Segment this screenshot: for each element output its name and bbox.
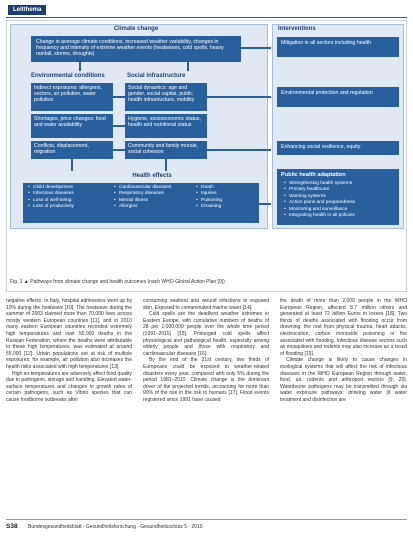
health-item: • Loss of well-being — [33, 198, 105, 204]
intervention-mitigation: Mitigation in all sectors including health — [281, 40, 371, 46]
env-item-conflicts: Conflicts, displacement, migration — [34, 143, 89, 156]
section-label: Leitthema — [8, 5, 46, 15]
env-item-shortages: Shortages, price changes: food and water availability — [34, 116, 106, 129]
paragraph: By the end of the 21st century, two thirds of Europeans could be exposed to weather-related disasters every year, compared with only 5% during the period 1981–2010. Climate change is the dominant driver of the projected trends, accounting for more than 90% of the rise in the risk to humans [17]. Flood events registered since 1991 have caused — [143, 357, 269, 403]
social-item-hygiene: Hygiene, socioeconomic status, health and nutritional status — [128, 116, 201, 129]
paragraph: Climate change is likely to cause changes in ecological systems that will affect the risk of infectious diseases in the WHO European Region through water, food, air, rodents and arthropod vectors [9, 20]. Waterborne pathogens may be transmitted through via water exposure pathways: drinking water (if water treatment and disinfection are — [280, 357, 407, 403]
health-item: • Poisoning — [201, 198, 261, 204]
health-item: • Death — [201, 185, 261, 191]
arrow-to-public-health — [259, 203, 271, 205]
environmental-title: Environmental conditions — [31, 73, 105, 79]
text-column-3 — [280, 298, 407, 510]
env-item-exposures: Indirect exposures: allergens, vectors, air pollution, water pollution — [34, 85, 102, 104]
arrow-to-interventions-1 — [241, 47, 271, 49]
arrow-env-social-2 — [113, 125, 125, 127]
paragraph: negative effects. In Italy, hospital admissions went up by 10% during the heatwave [10]. The heatwave during the summer of 2003 claimed more than 70,000 lives across mostly western European countries [11], and in 2010 many eastern European countries recorded extremely high temperatures and over 55,000 deaths in the Russian Federation, where the deaths were attributable to these high temperatures, was estimated at around 55,000 [12]. Urban populations are at risk of multiple exposures; for example, air pollution also increases the health risks associated with high temperatures [13]. — [6, 298, 132, 370]
page-number: S38 — [6, 523, 18, 530]
text-column-1 — [6, 298, 132, 510]
footer — [6, 519, 407, 532]
social-box-3 — [125, 141, 207, 159]
social-item-community: Community and family morale, social cohesion — [128, 143, 199, 156]
social-item-dynamics: Social dynamics: age and gender, social capital, public health infrastructure, mobility — [128, 85, 195, 104]
public-health-item: • Warning systems — [289, 194, 399, 200]
arrow-env-social-1 — [113, 96, 125, 98]
env-box-2 — [31, 114, 113, 138]
public-health-item: • Primary healthcare — [289, 187, 399, 193]
public-health-box — [277, 169, 399, 225]
header-tag — [6, 5, 407, 18]
arrow-social-to-health — [165, 159, 167, 171]
climate-change-box — [31, 36, 241, 62]
health-item: • Respiratory diseases — [119, 191, 189, 197]
intervention-box-2 — [277, 87, 399, 107]
public-health-item: • Action plans and preparedness — [289, 200, 399, 206]
public-health-item: • Integrating health in all policies — [289, 213, 399, 219]
health-item: • Loss of productivity — [33, 204, 105, 210]
health-item: • Allergies — [119, 204, 189, 210]
paragraph: consuming seafood and wound infections in exposed skin. Exposed to contaminated marine water [14]. — [143, 298, 269, 311]
health-col-2 — [113, 185, 189, 211]
health-item: • Child development — [33, 185, 105, 191]
health-effects-box — [23, 183, 259, 223]
health-item: • Drowning — [201, 204, 261, 210]
arrow-climate-to-social — [187, 62, 189, 71]
public-health-title: Public health adaptation — [281, 172, 346, 178]
figure-frame — [6, 20, 407, 292]
paragraph: High air temperatures are adversely affect food quality due to pathogens, storage and handling. Elevated water-surface temperatures and changes in growth rates of certain pathogens, such as Vibrio species that can cause foodborne outbreaks after — [6, 370, 132, 403]
social-title: Social infrastructure — [127, 73, 186, 79]
social-box-1 — [125, 83, 207, 111]
public-health-item: • Monitoring and surveillance — [289, 207, 399, 213]
intervention-box-3 — [277, 141, 399, 155]
paragraph: Cold spells are the deadliest weather extremes in Eastern Europe, with cumulative numbers of deaths of 28 per 1,000,000 people over the whole time period (1991–2015) [15]. Prolonged cold spells affect physiological and pathological health, especially among elderly people and those with respiratory and cardiovascular diseases [16]. — [143, 311, 269, 357]
health-item: • Mental illness — [119, 198, 189, 204]
social-box-2 — [125, 114, 207, 138]
climate-change-title: Climate change — [113, 26, 159, 32]
arrow-to-interventions-2 — [207, 96, 271, 98]
arrow-env-to-health — [71, 159, 73, 171]
intervention-box-1 — [277, 37, 399, 57]
climate-change-section — [31, 26, 241, 32]
intervention-resilience: Enhancing social resilience, equity — [281, 144, 361, 150]
health-item: • Cardiovascular diseases — [119, 185, 189, 191]
interventions-title: Interventions — [278, 26, 316, 32]
health-effects-title: Health effects — [132, 173, 172, 179]
arrow-climate-to-env — [79, 62, 81, 71]
public-health-list — [277, 181, 399, 219]
paragraph: the death of more than 2,000 people in the WHO European Region, affected 8.7 million others and generated at least 72 billion Euros in losses [18]. Two thirds of deaths associated with flooding occur from drowning, the rest from physical trauma, heart attacks, electrocution, carbon monoxide poisoning or fire associated with flooding. Infectious disease vectors such as mosquitoes and rodents may also increase as a result of flooding [19]. — [280, 298, 407, 357]
caption-text: Fig. 1 ▲ Pathways from climate change and health outcomes (nach WHO-Global Action Plan [9]) — [10, 279, 225, 285]
intervention-environment: Environmental protection and regulation — [281, 90, 373, 96]
public-health-item: • Strengthening health systems — [289, 181, 399, 187]
health-item: • Injuries — [201, 191, 261, 197]
health-item: • Infectious diseases — [33, 191, 105, 197]
env-box-1 — [31, 83, 113, 111]
health-col-3 — [195, 185, 261, 211]
arrow-to-interventions-3 — [207, 149, 271, 151]
arrow-env-social-3 — [113, 149, 125, 151]
figure-caption — [10, 279, 402, 285]
health-col-1 — [27, 185, 105, 211]
journal-name: Bundesgesundheitsblatt - Gesundheitsforschung - Gesundheitsschutz 5 · 2019 — [28, 524, 203, 530]
text-column-2 — [143, 298, 269, 510]
climate-change-text: Change in average climate conditions, increased weather variability, changes in frequency and intensity of extreme weather events (heatwaves, cold spells, heavy rainfall, storms, droughts) — [36, 39, 224, 58]
env-box-3 — [31, 141, 113, 159]
